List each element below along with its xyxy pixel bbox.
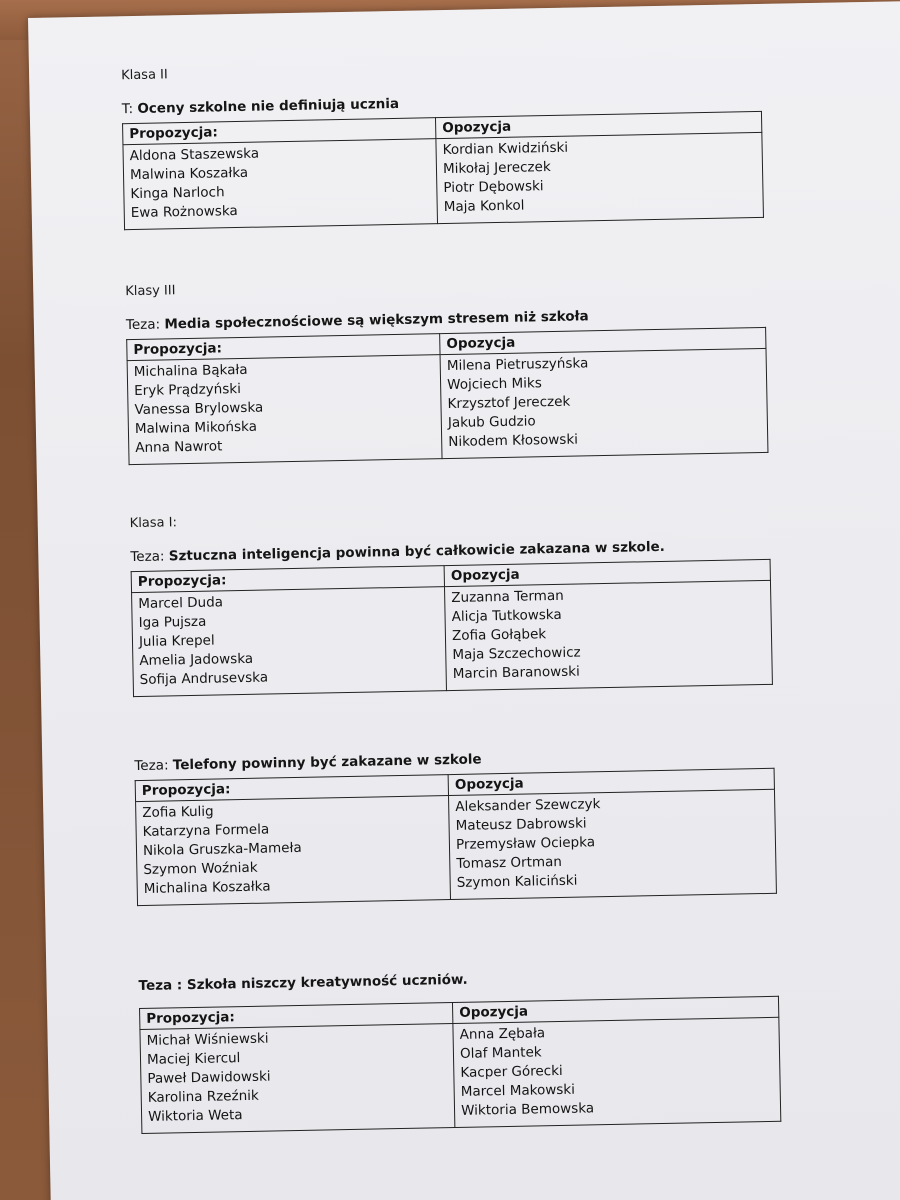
opposition-header: Opozycja bbox=[448, 768, 774, 795]
list-item: Wiktoria Weta bbox=[147, 1107, 243, 1125]
debate-section-5 bbox=[138, 966, 781, 1134]
list-item: Zuzanna Terman bbox=[451, 587, 564, 606]
list-item: Paweł Dawidowski bbox=[147, 1068, 271, 1087]
list-item: Maja Konkol bbox=[443, 197, 525, 216]
list-item: Marcin Baranowski bbox=[452, 663, 580, 682]
list-item: Aldona Staszewska bbox=[129, 145, 260, 165]
list-item: Kacper Górecki bbox=[460, 1062, 563, 1081]
thesis-topic: Szkoła niszczy kreatywność uczniów. bbox=[186, 971, 468, 994]
opposition-header: Opozycja bbox=[453, 996, 779, 1023]
proposition-header: Propozycja: bbox=[127, 334, 440, 361]
list-item: Mikołaj Jereczek bbox=[442, 158, 551, 178]
opposition-header: Opozycja bbox=[440, 327, 766, 354]
list-item: Michalina Bąkała bbox=[133, 361, 248, 381]
thesis-topic: Oceny szkolne nie definiują ucznia bbox=[137, 95, 400, 117]
opposition-list bbox=[440, 348, 768, 458]
proposition-header: Propozycja: bbox=[123, 118, 436, 145]
list-item: Olaf Mantek bbox=[459, 1044, 542, 1062]
list-item: Vanessa Brylowska bbox=[134, 399, 264, 419]
proposition-list bbox=[136, 796, 451, 906]
class-label: Klasy III bbox=[125, 283, 176, 300]
list-item: Michalina Koszałka bbox=[143, 878, 271, 897]
thesis-topic: Sztuczna inteligencja powinna być całkowicie zakazana w szkole. bbox=[168, 538, 665, 565]
list-item: Tomasz Ortman bbox=[456, 853, 563, 872]
teams-table bbox=[139, 996, 781, 1134]
thesis-topic: Telefony powinny być zakazane w szkole bbox=[172, 751, 482, 774]
list-item: Eryk Prądzyński bbox=[134, 380, 242, 400]
thesis-prefix: Teza: bbox=[125, 316, 165, 334]
list-item: Piotr Dębowski bbox=[443, 178, 544, 197]
teams-table bbox=[135, 768, 777, 906]
list-item: Iga Pujsza bbox=[138, 613, 207, 631]
list-item: Milena Pietruszyńska bbox=[446, 355, 589, 375]
list-item: Szymon Woźniak bbox=[143, 859, 258, 878]
list-item: Katarzyna Formela bbox=[142, 821, 270, 840]
list-item: Aleksander Szewczyk bbox=[455, 796, 601, 815]
list-item: Amelia Jadowska bbox=[139, 650, 254, 669]
list-item: Jakub Gudzio bbox=[447, 413, 536, 432]
list-item: Anna Nawrot bbox=[135, 438, 223, 457]
thesis-prefix: Teza: bbox=[130, 548, 169, 566]
list-item: Wiktoria Bemowska bbox=[461, 1100, 595, 1119]
teams-table bbox=[131, 559, 773, 697]
opposition-header: Opozycja bbox=[444, 559, 770, 586]
opposition-header: Opozycja bbox=[436, 111, 762, 138]
debate-section-2 bbox=[125, 272, 768, 465]
list-item: Maja Szczechowicz bbox=[452, 644, 581, 663]
list-item: Alicja Tutkowska bbox=[451, 606, 562, 625]
class-label: Klasa I: bbox=[129, 515, 178, 532]
debate-section-1 bbox=[121, 56, 764, 230]
list-item: Marcel Makowski bbox=[460, 1081, 576, 1100]
opposition-list bbox=[449, 789, 777, 899]
list-item: Krzysztof Jereczek bbox=[447, 393, 571, 413]
list-item: Szymon Kaliciński bbox=[456, 872, 578, 891]
list-item: Marcel Duda bbox=[138, 594, 224, 612]
opposition-list bbox=[445, 580, 773, 690]
proposition-list bbox=[127, 355, 442, 465]
thesis-prefix: Teza: bbox=[134, 757, 173, 775]
list-item: Karolina Rzeźnik bbox=[147, 1087, 259, 1106]
thesis-topic: Media społecznościowe są większym stresem niż szkoła bbox=[164, 308, 589, 333]
list-item: Julia Krepel bbox=[138, 632, 215, 650]
list-item: Nikodem Kłosowski bbox=[448, 431, 579, 451]
list-item: Mateusz Dabrowski bbox=[455, 815, 587, 834]
list-item: Sofija Andrusevska bbox=[139, 669, 269, 688]
thesis-prefix: Teza : bbox=[138, 977, 188, 995]
list-item: Zofia Gołąbek bbox=[451, 626, 547, 644]
list-item: Nikola Gruszka-Mameła bbox=[142, 839, 302, 859]
list-item: Ewa Rożnowska bbox=[130, 203, 238, 222]
debate-section-3 bbox=[130, 504, 773, 697]
proposition-header: Propozycja: bbox=[135, 775, 448, 802]
thesis bbox=[138, 966, 778, 994]
list-item: Wojciech Miks bbox=[447, 375, 542, 394]
list-item: Anna Zębała bbox=[459, 1025, 546, 1043]
thesis-prefix: T: bbox=[121, 100, 138, 118]
list-item: Zofia Kulig bbox=[142, 803, 214, 821]
list-item: Maciej Kiercul bbox=[146, 1050, 241, 1068]
list-item: Przemysław Ociepka bbox=[455, 834, 596, 853]
proposition-header: Propozycja: bbox=[140, 1003, 453, 1030]
class-label: Klasa II bbox=[120, 67, 168, 84]
list-item: Kinga Narloch bbox=[130, 184, 225, 203]
teams-table bbox=[122, 111, 764, 230]
teams-table bbox=[126, 327, 768, 465]
paper-sheet bbox=[28, 1, 900, 1200]
opposition-list bbox=[436, 132, 763, 223]
list-item: Malwina Koszałka bbox=[129, 164, 249, 184]
list-item: Kordian Kwidziński bbox=[442, 139, 569, 159]
proposition-list bbox=[140, 1024, 455, 1134]
proposition-list bbox=[132, 587, 447, 697]
proposition-list bbox=[123, 139, 438, 230]
opposition-list bbox=[453, 1017, 781, 1127]
debate-section-4 bbox=[134, 746, 777, 906]
list-item: Malwina Mikońska bbox=[134, 418, 258, 438]
list-item: Michał Wiśniewski bbox=[146, 1030, 269, 1049]
proposition-header: Propozycja: bbox=[131, 566, 444, 593]
